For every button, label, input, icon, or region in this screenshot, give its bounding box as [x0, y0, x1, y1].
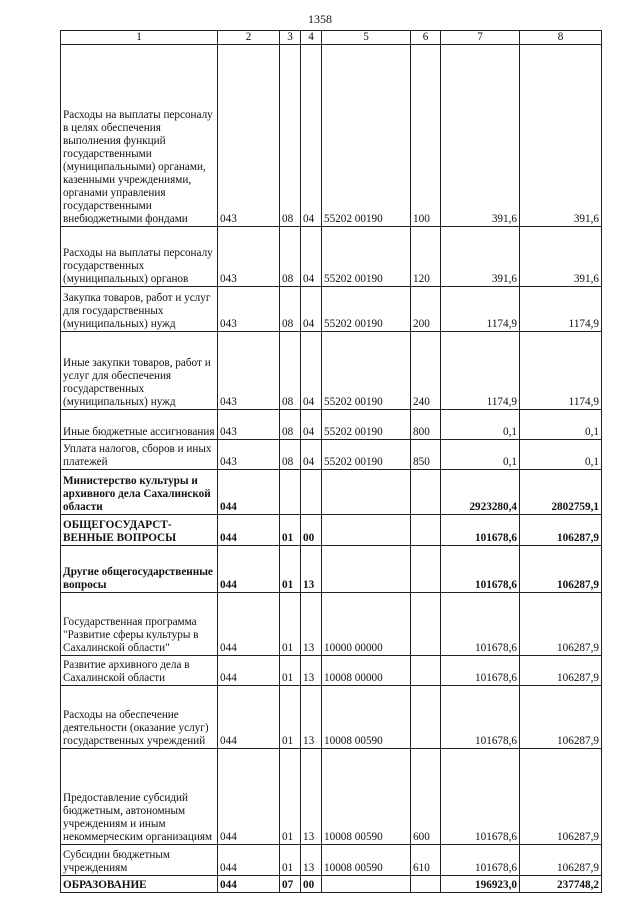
- target-article-code: 55202 00190: [322, 45, 411, 227]
- subsection-code: 00: [301, 876, 322, 893]
- section-code: 08: [280, 287, 301, 332]
- subsection-code: 13: [301, 656, 322, 686]
- target-article-code: [322, 876, 411, 893]
- section-code: 01: [280, 749, 301, 845]
- sum-year-1: 101678,6: [441, 515, 520, 546]
- target-article-code: 55202 00190: [322, 332, 411, 410]
- sum-year-1: 101678,6: [441, 749, 520, 845]
- column-header: 6: [411, 31, 441, 45]
- row-name: Уплата налогов, сборов и иных платежей: [61, 440, 218, 470]
- row-name: Расходы на выплаты персоналу государственных (муниципальных) органов: [61, 227, 218, 287]
- sum-year-2: 391,6: [520, 45, 602, 227]
- column-number-header: [61, 31, 602, 45]
- sum-year-1: 0,1: [441, 440, 520, 470]
- sum-year-2: 106287,9: [520, 546, 602, 593]
- table-row: [61, 410, 602, 440]
- expense-type-code: [411, 593, 441, 656]
- ministry-code: 044: [218, 593, 280, 656]
- section-code: 08: [280, 440, 301, 470]
- sum-year-1: 101678,6: [441, 593, 520, 656]
- sum-year-1: 0,1: [441, 410, 520, 440]
- budget-table: [60, 30, 602, 893]
- target-article-code: 10008 00000: [322, 656, 411, 686]
- target-article-code: 10000 00000: [322, 593, 411, 656]
- target-article-code: 10008 00590: [322, 749, 411, 845]
- sum-year-2: 106287,9: [520, 686, 602, 749]
- section-code: 01: [280, 546, 301, 593]
- table-row: [61, 656, 602, 686]
- table-row: [61, 332, 602, 410]
- target-article-code: 10008 00590: [322, 845, 411, 876]
- ministry-code: 043: [218, 287, 280, 332]
- ministry-code: 043: [218, 440, 280, 470]
- target-article-code: 10008 00590: [322, 686, 411, 749]
- section-code: 08: [280, 332, 301, 410]
- section-code: 07: [280, 876, 301, 893]
- subsection-code: [301, 470, 322, 515]
- sum-year-1: 2923280,4: [441, 470, 520, 515]
- ministry-code: 044: [218, 470, 280, 515]
- table-row: [61, 686, 602, 749]
- ministry-code: 044: [218, 656, 280, 686]
- expense-type-code: 240: [411, 332, 441, 410]
- ministry-code: 044: [218, 876, 280, 893]
- section-code: 08: [280, 227, 301, 287]
- section-code: 08: [280, 45, 301, 227]
- table-row: [61, 470, 602, 515]
- section-code: 01: [280, 593, 301, 656]
- column-header: 1: [61, 31, 218, 45]
- expense-type-code: [411, 515, 441, 546]
- subsection-code: 00: [301, 515, 322, 546]
- sum-year-1: 1174,9: [441, 332, 520, 410]
- sum-year-1: 391,6: [441, 227, 520, 287]
- sum-year-1: 196923,0: [441, 876, 520, 893]
- ministry-code: 043: [218, 45, 280, 227]
- target-article-code: 55202 00190: [322, 227, 411, 287]
- table-row: [61, 515, 602, 546]
- expense-type-code: 120: [411, 227, 441, 287]
- sum-year-2: 391,6: [520, 227, 602, 287]
- row-name: Иные закупки товаров, работ и услуг для обеспечения государственных (муниципальных) нужд: [61, 332, 218, 410]
- column-header: 7: [441, 31, 520, 45]
- ministry-code: 044: [218, 515, 280, 546]
- row-name: ОБРАЗОВАНИЕ: [61, 876, 218, 893]
- sum-year-2: 106287,9: [520, 593, 602, 656]
- target-article-code: 55202 00190: [322, 287, 411, 332]
- row-name: Министерство культуры и архивного дела Сахалинской области: [61, 470, 218, 515]
- row-name: Другие общегосударственные вопросы: [61, 546, 218, 593]
- sum-year-2: 106287,9: [520, 845, 602, 876]
- row-name: Расходы на обеспечение деятельности (оказание услуг) государственных учреждений: [61, 686, 218, 749]
- row-name: Расходы на выплаты персоналу в целях обеспечения выполнения функций государственными (муниципальными) органами, казенными учреждениями, органами управления государственными внебюджетными фондами: [61, 45, 218, 227]
- ministry-code: 044: [218, 686, 280, 749]
- column-header: 8: [520, 31, 602, 45]
- section-code: 01: [280, 845, 301, 876]
- section-code: 08: [280, 410, 301, 440]
- row-name: Закупка товаров, работ и услуг для государственных (муниципальных) нужд: [61, 287, 218, 332]
- column-header: 4: [301, 31, 322, 45]
- column-header: 5: [322, 31, 411, 45]
- row-name: ОБЩЕГОСУДАРСТ-ВЕННЫЕ ВОПРОСЫ: [61, 515, 218, 546]
- sum-year-1: 101678,6: [441, 686, 520, 749]
- expense-type-code: [411, 470, 441, 515]
- row-name: Субсидии бюджетным учреждениям: [61, 845, 218, 876]
- table-row: [61, 546, 602, 593]
- section-code: 01: [280, 656, 301, 686]
- column-header: 3: [280, 31, 301, 45]
- target-article-code: [322, 470, 411, 515]
- sum-year-1: 101678,6: [441, 656, 520, 686]
- subsection-code: 13: [301, 749, 322, 845]
- row-name: Развитие архивного дела в Сахалинской области: [61, 656, 218, 686]
- table-row: [61, 45, 602, 227]
- table-row: [61, 876, 602, 893]
- section-code: [280, 470, 301, 515]
- sum-year-2: 1174,9: [520, 287, 602, 332]
- expense-type-code: 200: [411, 287, 441, 332]
- subsection-code: 13: [301, 546, 322, 593]
- table-row: [61, 749, 602, 845]
- section-code: 01: [280, 515, 301, 546]
- target-article-code: [322, 515, 411, 546]
- table-row: [61, 227, 602, 287]
- sum-year-1: 1174,9: [441, 287, 520, 332]
- ministry-code: 044: [218, 845, 280, 876]
- table-row: [61, 593, 602, 656]
- target-article-code: 55202 00190: [322, 410, 411, 440]
- expense-type-code: [411, 546, 441, 593]
- subsection-code: 13: [301, 686, 322, 749]
- target-article-code: 55202 00190: [322, 440, 411, 470]
- sum-year-2: 106287,9: [520, 749, 602, 845]
- sum-year-2: 2802759,1: [520, 470, 602, 515]
- sum-year-2: 1174,9: [520, 332, 602, 410]
- sum-year-2: 237748,2: [520, 876, 602, 893]
- expense-type-code: 100: [411, 45, 441, 227]
- subsection-code: 04: [301, 440, 322, 470]
- ministry-code: 043: [218, 410, 280, 440]
- subsection-code: 04: [301, 287, 322, 332]
- sum-year-2: 0,1: [520, 410, 602, 440]
- section-code: 01: [280, 686, 301, 749]
- expense-type-code: 800: [411, 410, 441, 440]
- ministry-code: 044: [218, 546, 280, 593]
- subsection-code: 04: [301, 332, 322, 410]
- page-number: 1358: [308, 12, 332, 26]
- table-row: [61, 287, 602, 332]
- target-article-code: [322, 546, 411, 593]
- expense-type-code: [411, 686, 441, 749]
- row-name: Государственная программа "Развитие сферы культуры в Сахалинской области": [61, 593, 218, 656]
- row-name: Иные бюджетные ассигнования: [61, 410, 218, 440]
- table-row: [61, 440, 602, 470]
- sum-year-1: 101678,6: [441, 546, 520, 593]
- subsection-code: 04: [301, 410, 322, 440]
- ministry-code: 044: [218, 749, 280, 845]
- column-header: 2: [218, 31, 280, 45]
- expense-type-code: 610: [411, 845, 441, 876]
- ministry-code: 043: [218, 227, 280, 287]
- subsection-code: 13: [301, 845, 322, 876]
- expense-type-code: [411, 656, 441, 686]
- subsection-code: 04: [301, 227, 322, 287]
- sum-year-2: 106287,9: [520, 515, 602, 546]
- row-name: Предоставление субсидий бюджетным, автономным учреждениям и иным некоммерческим организациям: [61, 749, 218, 845]
- table-row: [61, 845, 602, 876]
- subsection-code: 04: [301, 45, 322, 227]
- sum-year-2: 106287,9: [520, 656, 602, 686]
- expense-type-code: [411, 876, 441, 893]
- sum-year-2: 0,1: [520, 440, 602, 470]
- sum-year-1: 391,6: [441, 45, 520, 227]
- subsection-code: 13: [301, 593, 322, 656]
- expense-type-code: 850: [411, 440, 441, 470]
- expense-type-code: 600: [411, 749, 441, 845]
- ministry-code: 043: [218, 332, 280, 410]
- sum-year-1: 101678,6: [441, 845, 520, 876]
